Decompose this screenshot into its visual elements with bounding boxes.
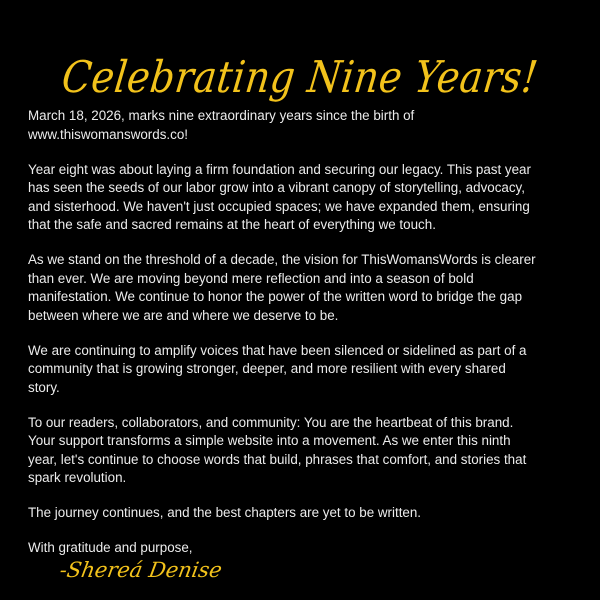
text-line: than ever. We are moving beyond mere reflection and into a season of bold xyxy=(28,270,474,286)
paragraph xyxy=(28,539,588,558)
paragraph xyxy=(28,107,588,144)
text-line: that the safe and sacred remains at the heart of everything we touch. xyxy=(28,217,436,232)
text-line: With gratitude and purpose, xyxy=(28,540,193,555)
text-line: We are continuing to amplify voices that have been silenced or sidelined as part of a xyxy=(28,342,527,358)
paragraph xyxy=(28,414,588,488)
text-line: story. xyxy=(28,379,60,395)
signature: -Shereá Denise xyxy=(57,558,224,582)
text-line: community that is growing stronger, deeper, and more resilient with every shared xyxy=(28,361,506,376)
letter-body xyxy=(28,107,588,574)
paragraph xyxy=(28,342,588,398)
paragraph xyxy=(28,504,588,523)
text-line: manifestation. We continue to honor the power of the written word to bridge the gap xyxy=(28,289,523,304)
text-line: between where we are and where we deserve to be. xyxy=(28,307,339,323)
text-line: spark revolution. xyxy=(28,470,127,485)
text-line: As we stand on the threshold of a decade, the vision for ThisWomansWords is clearer xyxy=(28,252,536,267)
text-line: and sisterhood. We haven't just occupied spaces; we have expanded them, ensuring xyxy=(28,198,530,214)
paragraph xyxy=(28,251,588,325)
text-line: To our readers, collaborators, and community: You are the heartbeat of this brand. xyxy=(28,414,514,430)
text-line: March 18, 2026, marks nine extraordinary years since the birth of xyxy=(28,108,415,123)
text-line: The journey continues, and the best chapters are yet to be written. xyxy=(28,505,422,520)
text-line: www.thiswomanswords.co! xyxy=(28,126,188,142)
paragraph xyxy=(28,161,588,235)
text-line: Year eight was about laying a firm foundation and securing our legacy. This past year xyxy=(28,161,531,177)
page-title: Celebrating Nine Years! xyxy=(59,52,541,103)
text-line: Your support transforms a simple website into a movement. As we enter this ninth xyxy=(28,433,511,448)
text-line: has seen the seeds of our labor grow into a vibrant canopy of storytelling, advocacy, xyxy=(28,180,525,195)
text-line: year, let's continue to choose words that build, phrases that comfort, and stories that xyxy=(28,451,527,467)
